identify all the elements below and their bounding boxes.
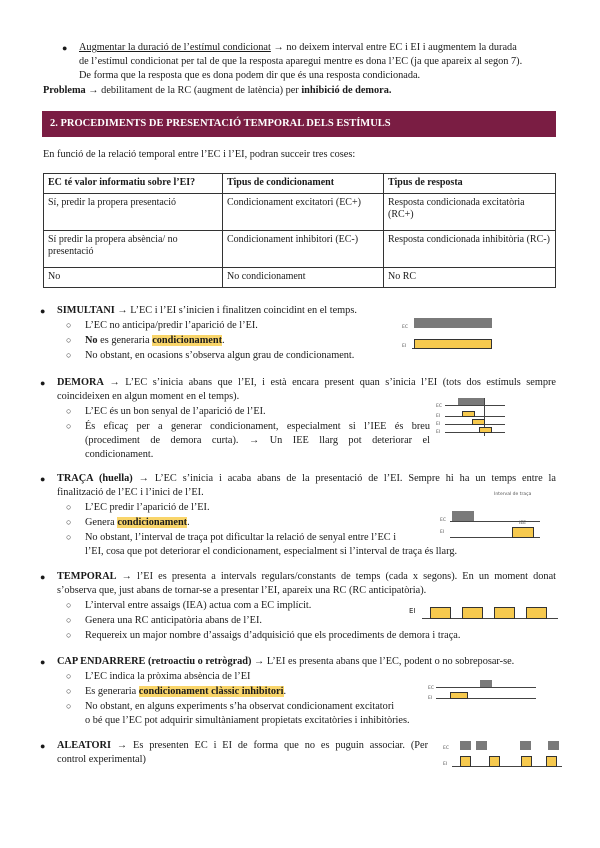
table-row (44, 194, 556, 231)
sub-bullet: ○ (66, 320, 72, 330)
table-row (44, 268, 556, 288)
diagram-label: EC (402, 325, 408, 330)
temporal-s3: Requereix un major nombre d’assaigs d’adquisició que els procediments de demora i traça. (85, 630, 461, 641)
ei-bar (414, 339, 492, 349)
table-cell: Condicionament inhibitori (EC-) (223, 231, 384, 268)
sub-bullet: ○ (66, 630, 72, 640)
diagram-label: EI (428, 696, 433, 701)
ei-bar (489, 756, 500, 767)
diagram-label: EI (402, 344, 407, 349)
intro-line-3: De forma que la resposta que es dona podem dir que és una resposta condicionada. (79, 70, 421, 81)
capendarrere-s1: L’EC indica la pròxima absència de l’EI (85, 671, 251, 682)
ec-bar (480, 680, 492, 687)
table-cell: Resposta condicionada inhibitòria (RC-) (384, 231, 556, 268)
table-header-cell: EC té valor informatiu sobre l’EI? (44, 174, 223, 194)
table-header-cell: Tipus de condicionament (223, 174, 384, 194)
sub-bullet: ○ (66, 517, 72, 527)
sub-bullet: ○ (66, 671, 72, 681)
ei-bar (460, 756, 471, 767)
axis-line (445, 416, 505, 417)
table-row (44, 231, 556, 268)
ec-bar (452, 511, 474, 521)
problem-line: Problema → debilitament de la RC (augment de latència) per inhibició de demora. (43, 85, 392, 96)
axis-line (436, 687, 536, 688)
table-cell: Sí predir la propera absència/ no presentació (44, 231, 223, 268)
traca-line-2: finalització de l’EC i l’inici de l’EI. (57, 487, 204, 498)
bullet-dot: ● (40, 306, 46, 316)
diagram-label: EI (443, 762, 448, 767)
diagram-label: EC (443, 746, 449, 751)
table-cell: Resposta condicionada excitatòria (RC+) (384, 194, 556, 231)
ei-bar (546, 756, 557, 767)
diagram-label: EC (436, 404, 442, 409)
ei-bar (479, 427, 492, 433)
ec-bar (458, 398, 484, 405)
ei-bar (526, 607, 547, 619)
temporal-line-1: TEMPORAL → l’EI es presenta a intervals regulars/constants de temps (cada x segons). En un moment donat (57, 571, 556, 582)
ei-bar (430, 607, 451, 619)
bullet-dot: ● (40, 657, 46, 667)
intro-line-1: Augmentar la duració de l’estímul condicionat → no deixem interval entre EC i EI i augmentem la durada (79, 42, 517, 53)
info-table (43, 173, 556, 288)
ei-bar (512, 527, 534, 538)
traca-s3-l1: No obstant, l’interval de traça pot dificultar la relació de senyal entre l’EC i (85, 532, 397, 543)
ei-bar (472, 419, 485, 425)
simultani-s3: No obstant, en ocasions s’observa algun grau de condicionament. (85, 350, 355, 361)
aleatori-line-1: ALEATORI → Es presenten EC i EI de forma que no es puguin associar. (Per (57, 740, 428, 751)
demora-s1: L’EC és un bon senyal de l’aparició de l’EI. (85, 406, 266, 417)
bullet-dot: ● (40, 474, 46, 484)
table-cell: No RC (384, 268, 556, 288)
bullet-dot: ● (40, 741, 46, 751)
diagram-label: EI (436, 430, 441, 435)
traca-s3-l2: l’EI, cosa que pot deteriorar el condicionament, especialment si l’interval de traça és llarg. (85, 546, 458, 557)
sub-bullet: ○ (66, 406, 72, 416)
ei-bar (462, 607, 483, 619)
bullet-dot: ● (40, 572, 46, 582)
diagram-label: EI (409, 607, 416, 615)
aleatori-line-2: control experimental) (57, 754, 146, 765)
table-header-row (44, 174, 556, 194)
demora-s2-l3: condicionament. (85, 449, 154, 460)
sub-bullet: ○ (66, 600, 72, 610)
axis-line (450, 521, 540, 522)
temporal-s2: Genera una RC anticipatòria abans de l’EI. (85, 615, 262, 626)
simultani-line: SIMULTANI → L’EC i l’EI s’inicien i finalitzen coincidint en el temps. (57, 305, 357, 316)
capendarrere-line: CAP ENDARRERE (retroactiu o retrògrad) → L’EI es presenta abans que l’EC, podent o no sobreposar-se. (57, 656, 515, 667)
ec-bar (460, 741, 471, 750)
section-intro: En funció de la relació temporal entre l’EC i l’EI, podran succeir tres coses: (43, 149, 356, 160)
temporal-line-2: s’observa que, just abans de tornar-se a presentar l’EI, apareix una RC (RC anticipatòria). (57, 585, 427, 596)
bullet-dot: ● (62, 43, 68, 53)
demora-line-2: coincideixen en algun moment en el temps). (57, 391, 240, 402)
sub-bullet: ○ (66, 421, 72, 431)
ei-bar (521, 756, 532, 767)
axis-line (445, 432, 505, 433)
demora-s2-l2: (procediment de demora curta). → Un IEE llarg pot deteriorar el (85, 435, 430, 446)
sub-bullet: ○ (66, 615, 72, 625)
ec-bar (548, 741, 559, 750)
table-cell: No condicionament (223, 268, 384, 288)
diagram-label: EI (436, 414, 441, 419)
intro-underlined: Augmentar la duració de l’estímul condicionat (79, 42, 271, 53)
temporal-s1: L’interval entre assaigs (IEA) actua com a EC implícit. (85, 600, 312, 611)
table-header-cell: Tipus de resposta (384, 174, 556, 194)
sub-bullet: ○ (66, 350, 72, 360)
diagram-label: EC (440, 518, 446, 523)
sub-bullet: ○ (66, 686, 72, 696)
traca-line-1: TRAÇA (huella) → L’EC s’inicia i acaba abans de la presentació de l’EI. Sempre hi ha un temps entre la (57, 473, 556, 484)
bullet-dot: ● (40, 378, 46, 388)
diagram-label: EC (428, 686, 434, 691)
capendarrere-s2: Es generaria condicionament clàssic inhibitori. (85, 686, 287, 697)
capendarrere-s3-l1: No obstant, en alguns experiments s’ha observat condicionament excitatori (85, 701, 395, 712)
diagram-mark: IEE (519, 521, 527, 526)
sub-bullet: ○ (66, 502, 72, 512)
ec-bar (520, 741, 531, 750)
ec-bar (476, 741, 487, 750)
traca-s2: Genera condicionament. (85, 517, 190, 528)
table-cell: No (44, 268, 223, 288)
diagram-label: EI (436, 422, 441, 427)
diagram-label: Interval de traça (494, 492, 532, 497)
simultani-s2: No es generaria condicionament. (85, 335, 225, 346)
sub-bullet: ○ (66, 532, 72, 542)
traca-s1: L’EC predir l’aparició de l’EI. (85, 502, 210, 513)
demora-line-1: DEMORA → L’EC s’inicia abans que l’EI, i està encara present quan s’inicia l’EI (tots dos estímuls sempre (57, 377, 556, 388)
table-cell: Sí, predir la propera presentació (44, 194, 223, 231)
demora-s2-l1: És eficaç per a generar condicionament, especialment si l’IEE és breu (85, 421, 430, 432)
sub-bullet: ○ (66, 701, 72, 711)
ei-bar (494, 607, 515, 619)
simultani-s1: L’EC no anticipa/predir l’aparició de l’EI. (85, 320, 258, 331)
axis-line (445, 405, 505, 406)
diagram-label: EI (440, 530, 445, 535)
sub-bullet: ○ (66, 335, 72, 345)
intro-line-2: de l’estímul condicionat per tal de que la resposta aparegui mentre es dona l’EC (ja que apareix al segon 7). (79, 56, 523, 67)
ei-bar (462, 411, 475, 417)
ei-bar (450, 692, 468, 699)
ec-bar (414, 318, 492, 328)
capendarrere-s3-l2: o bé que l’EC pot adquirir simultàniament propietats excitatòries i inhibitòries. (85, 715, 410, 726)
section-header: 2. PROCEDIMENTS DE PRESENTACIÓ TEMPORAL DELS ESTÍMULS (42, 111, 556, 137)
table-cell: Condicionament excitatori (EC+) (223, 194, 384, 231)
